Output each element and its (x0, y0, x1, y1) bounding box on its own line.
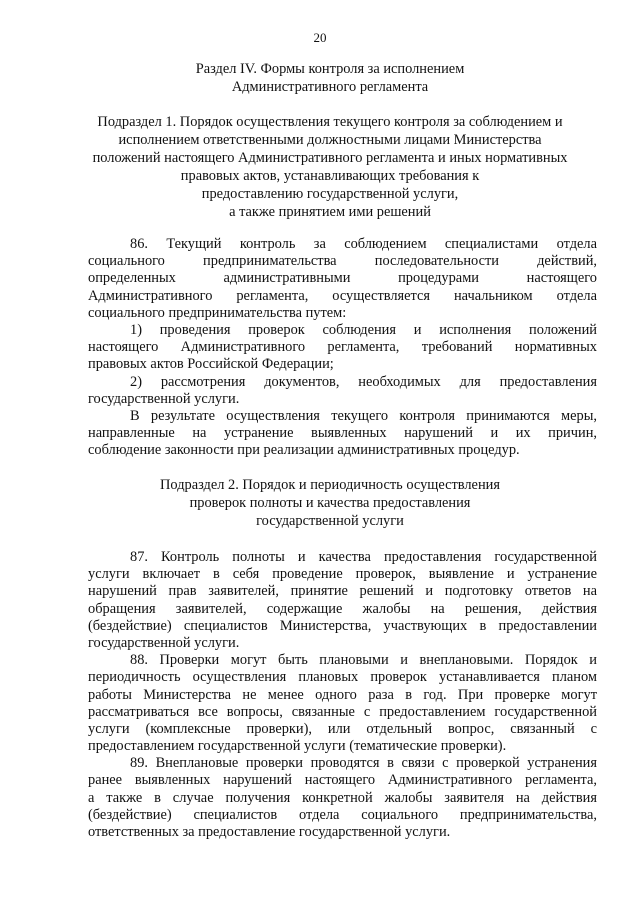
section-title (60, 60, 600, 96)
text-line: 2) рассмотрения документов, необходимых для предоставления (130, 373, 597, 390)
text-line: ответственных за предоставление государственной услуги. (88, 824, 451, 840)
subsection1-title-line: предоставлению государственной услуги, (201, 186, 459, 202)
text-line: определенных административными процедурами настоящего (88, 270, 597, 287)
text-line: направленные на устранение выявленных нарушений и их причин, (88, 425, 597, 442)
text-line: социального предпринимательства последовательности действий, (88, 253, 597, 270)
text-line: соблюдение законности при реализации административных процедур. (88, 442, 520, 459)
text-line: 89. Внеплановые проверки проводятся в связи с проверкой устранения (130, 755, 597, 772)
section-title-line: Раздел IV. Формы контроля за исполнением (195, 61, 465, 77)
text-line: государственной услуги. (88, 390, 240, 407)
text-line: ранее выявленных нарушений настоящего Административного регламента, (88, 772, 597, 789)
subsection1-title (60, 113, 600, 221)
subsection2-title-line: Подраздел 2. Порядок и периодичность осуществления (160, 477, 500, 493)
paragraph-87-89 (88, 549, 597, 841)
text-line: услуги (комплексные проверки), или отдельный вопрос, связанный с (88, 720, 597, 737)
text-line: Административного регламента, осуществляется начальником отдела (88, 287, 597, 304)
text-line: В результате осуществления текущего контроля принимаются меры, (130, 407, 597, 424)
subsection2-title-line: проверок полноты и качества предоставления (189, 495, 471, 511)
text-line: периодичность осуществления плановых проверок устанавливается планом (88, 669, 597, 686)
text-line: рассматриваться все вопросы, связанные с предоставлением государственной (88, 703, 597, 720)
text-line: социального предпринимательства путем: (88, 304, 347, 321)
text-line: (бездействие) специалистов отдела социального предпринимательства, (88, 806, 597, 823)
subsection2-title (60, 476, 600, 530)
text-line: 87. Контроль полноты и качества предоставления государственной (130, 549, 597, 565)
subsection2-title-line: государственной услуги (256, 513, 404, 529)
text-line: 88. Проверки могут быть плановыми и внеплановыми. Порядок и (130, 652, 597, 669)
page-number: 20 (313, 30, 327, 45)
subsection1-title-line: исполнением ответственными должностными лицами Министерства (118, 132, 542, 148)
text-line: работы Министерства не менее одного раза в год. При проверке могут (88, 686, 597, 703)
text-line: услуги включает в себя проведение проверок, выявление и устранение (88, 566, 597, 583)
text-line: 86. Текущий контроль за соблюдением специалистами отдела (130, 236, 597, 252)
text-line: а также в случае получения конкретной жалобы заявителя на действия (88, 789, 597, 806)
section-title-line: Административного регламента (231, 79, 429, 95)
subsection1-title-line: Подраздел 1. Порядок осуществления текущего контроля за соблюдением и (97, 114, 563, 130)
text-line: обращения заявителей, содержащие жалобы на решения, действия (88, 600, 597, 617)
paragraph-86 (88, 236, 597, 459)
text-line: нарушений прав заявителей, принятие решений и подготовку ответов на (88, 583, 597, 600)
subsection1-title-line: правовых актов, устанавливающих требования к (180, 168, 480, 184)
subsection1-title-line: а также принятием ими решений (229, 204, 431, 220)
text-line: (бездействие) специалистов Министерства, участвующих в предоставлении (88, 617, 597, 634)
text-line: настоящего Административного регламента, требований нормативных (88, 339, 597, 356)
subsection1-title-line: положений настоящего Административного регламента и иных нормативных (92, 150, 568, 166)
text-line: 1) проведения проверок соблюдения и исполнения положений (130, 321, 597, 338)
text-line: государственной услуги. (88, 634, 240, 651)
text-line: правовых актов Российской Федерации; (88, 356, 334, 373)
text-line: предоставлением государственной услуги (тематические проверки). (88, 738, 507, 755)
